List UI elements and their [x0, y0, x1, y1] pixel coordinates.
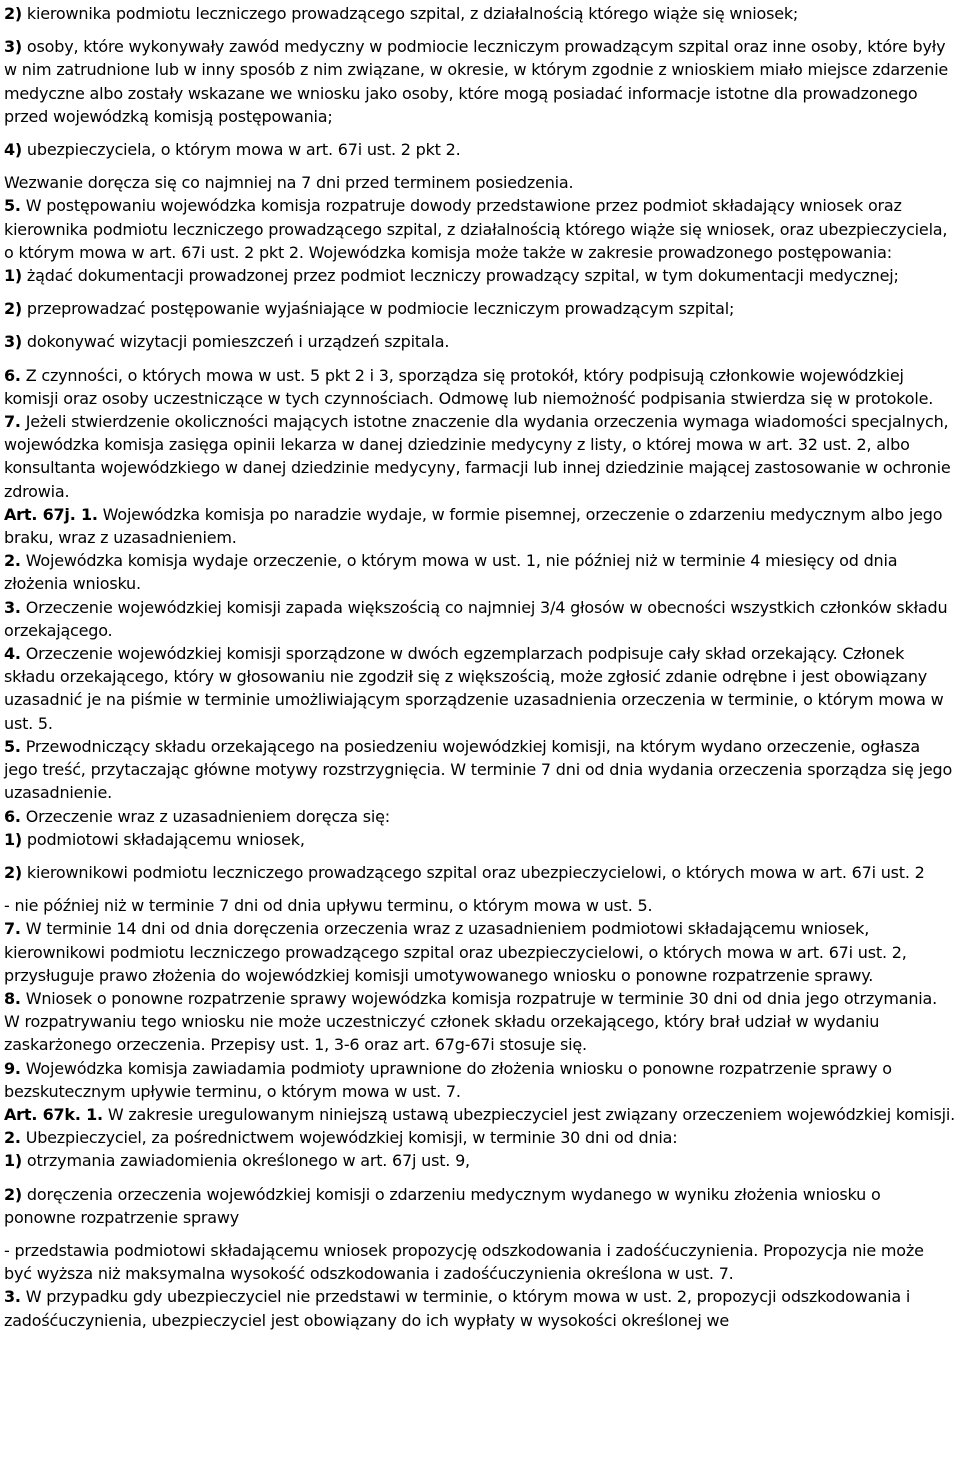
paragraph	[4, 1103, 956, 1126]
paragraph-text: W postępowaniu wojewódzka komisja rozpatruje dowody przedstawione przez podmiot składający wniosek oraz kierownika podmiotu leczniczego prowadzącego szpital, z działalnością którego wiąże się wniosek, oraz ubezpieczyciela, o którym mowa w art. 67i ust. 2 pkt 2. Wojewódzka komisja może także w zakresie prowadzonego postępowania:	[4, 196, 948, 262]
paragraph	[4, 1239, 956, 1285]
paragraph-text: Jeżeli stwierdzenie okoliczności mających istotne znaczenie dla wydania orzeczenia wymaga wiadomości specjalnych, wojewódzka komisja zasięga opinii lekarza w danej dziedzinie medycyny z listy, o której mowa w art. 32 ust. 2, albo konsultanta wojewódzkiego w danej dziedzinie medycyny, farmacji lub innej dziedzinie mającej zastosowanie w ochronie zdrowia.	[4, 412, 951, 501]
paragraph-marker: 2)	[4, 4, 23, 23]
paragraph-marker: 5.	[4, 196, 21, 216]
paragraph-marker: 3.	[4, 1287, 21, 1307]
paragraph	[4, 549, 956, 595]
paragraph-text: Przewodniczący składu orzekającego na posiedzeniu wojewódzkiej komisji, na którym wydano orzeczenie, ogłasza jego treść, przytaczając główne motywy rozstrzygnięcia. W terminie 7 dni od dnia wydania orzeczenia sporządza się jego uzasadnienie.	[4, 736, 953, 803]
paragraph	[4, 138, 956, 161]
paragraph	[4, 642, 956, 735]
paragraph-text: żądać dokumentacji prowadzonej przez podmiot leczniczy prowadzący szpital, w tym dokumentacji medycznej;	[22, 266, 899, 286]
paragraph-marker: 8.	[4, 988, 21, 1008]
paragraph	[4, 1285, 956, 1331]
paragraph	[4, 364, 956, 410]
paragraph	[4, 194, 956, 264]
paragraph-text: Wojewódzka komisja po naradzie wydaje, w formie pisemnej, orzeczenie o zdarzeniu medycznym albo jego braku, wraz z uzasadnieniem.	[4, 504, 943, 548]
paragraph-text: Wojewódzka komisja wydaje orzeczenie, o którym mowa w ust. 1, nie później niż w terminie 4 miesięcy od dnia złożenia wniosku.	[4, 551, 898, 594]
paragraph-text: podmiotowi składającemu wniosek,	[22, 829, 305, 849]
paragraph-text: Orzeczenie wojewódzkiej komisji zapada większością co najmniej 3/4 głosów w obecności wszystkich członków składu orzekającego.	[4, 597, 948, 640]
paragraph-marker: Art. 67j. 1.	[4, 504, 98, 524]
paragraph	[4, 1149, 956, 1172]
paragraph-text: przeprowadzać postępowanie wyjaśniające w podmiocie leczniczym prowadzącym szpital;	[22, 299, 735, 319]
paragraph	[4, 2, 956, 25]
paragraph-text: dokonywać wizytacji pomieszczeń i urządzeń szpitala.	[22, 332, 450, 352]
paragraph	[4, 171, 956, 194]
paragraph-marker: 2.	[4, 1128, 21, 1148]
paragraph	[4, 735, 956, 805]
paragraph-marker: 2.	[4, 551, 21, 571]
paragraph-text: doręczenia orzeczenia wojewódzkiej komisji o zdarzeniu medycznym wydanego w wyniku złożenia wniosku o ponowne rozpatrzenie sprawy	[4, 1184, 881, 1227]
paragraph	[4, 1057, 956, 1103]
paragraph	[4, 503, 956, 549]
paragraph-text: Z czynności, o których mowa w ust. 5 pkt 2 i 3, sporządza się protokół, który podpisują członkowie wojewódzkiej komisji oraz osoby uczestniczące w tych czynnościach. Odmowę lub niemożność podpisania stwierdza się w protokole.	[4, 365, 934, 408]
paragraph	[4, 596, 956, 642]
paragraph	[4, 297, 956, 320]
paragraph-text: W zakresie uregulowanym niniejszą ustawą ubezpieczyciel jest związany orzeczeniem wojewódzkiej komisji.	[102, 1104, 956, 1124]
paragraph-text: ubezpieczyciela, o którym mowa w art. 67i ust. 2 pkt 2.	[22, 140, 461, 160]
paragraph	[4, 917, 956, 987]
paragraph-marker: Art. 67k. 1.	[4, 1104, 103, 1124]
paragraph-text: Ubezpieczyciel, za pośrednictwem wojewódzkiej komisji, w terminie 30 dni od dnia:	[20, 1128, 678, 1148]
paragraph	[4, 35, 956, 128]
paragraph-text: Orzeczenie wraz z uzasadnieniem doręcza się:	[20, 806, 390, 826]
paragraph-marker: 2)	[4, 1184, 23, 1204]
paragraph	[4, 805, 956, 828]
paragraph	[4, 1183, 956, 1229]
paragraph-text: W przypadku gdy ubezpieczyciel nie przedstawi w terminie, o którym mowa w ust. 2, propozycji odszkodowania i zadośćuczynienia, ubezpieczyciel jest obowiązany do ich wypłaty w wysokości określonej we	[4, 1287, 911, 1330]
paragraph-marker: 5.	[4, 736, 21, 756]
paragraph-marker: 7.	[4, 919, 21, 939]
paragraph-marker: 1)	[4, 829, 23, 849]
paragraph-marker: 1)	[4, 266, 23, 286]
paragraph	[4, 894, 956, 917]
paragraph-text: - nie później niż w terminie 7 dni od dnia upływu terminu, o którym mowa w ust. 5.	[4, 896, 653, 916]
paragraph-marker: 9.	[4, 1058, 21, 1078]
paragraph-marker: 4.	[4, 644, 21, 664]
paragraph-marker: 6.	[4, 365, 21, 385]
paragraph	[4, 1126, 956, 1149]
paragraph-text: Wniosek o ponowne rozpatrzenie sprawy wojewódzka komisja rozpatruje w terminie 30 dni od dnia jego otrzymania. W rozpatrywaniu tego wniosku nie może uczestniczyć członek składu orzekającego, który brał udział w wydaniu zaskarżonego orzeczenia. Przepisy ust. 1, 3-6 oraz art. 67g-67i stosuje się.	[4, 988, 937, 1055]
paragraph	[4, 828, 956, 851]
paragraph-marker: 4)	[4, 140, 23, 160]
paragraph	[4, 330, 956, 353]
paragraph-text: Wojewódzka komisja zawiadamia podmioty uprawnione do złożenia wniosku o ponowne rozpatrzenie sprawy o bezskutecznym upływie terminu, o którym mowa w ust. 7.	[4, 1058, 892, 1101]
paragraph-text: W terminie 14 dni od dnia doręczenia orzeczenia wraz z uzasadnieniem podmiotowi składającemu wniosek, kierownikowi podmiotu leczniczego prowadzącego szpital oraz ubezpieczycielowi, o których mowa w art. 67i ust. 2, przysługuje prawo złożenia do wojewódzkiej komisji umotywowanego wniosku o ponowne rozpatrzenie sprawy.	[4, 919, 907, 985]
paragraph-text: Orzeczenie wojewódzkiej komisji sporządzone w dwóch egzemplarzach podpisuje cały skład orzekający. Członek składu orzekającego, który w głosowaniu nie zgodził się z większością, może zgłosić zdanie odrębne i jest obowiązany uzasadnić je na piśmie w terminie umożliwiającym sporządzenie uzasadnienia orzeczenia w terminie, o którym mowa w ust. 5.	[4, 644, 944, 733]
paragraph-marker: 3)	[4, 37, 23, 57]
paragraph	[4, 861, 956, 884]
paragraph-text: Wezwanie doręcza się co najmniej na 7 dni przed terminem posiedzenia.	[4, 173, 574, 193]
paragraph-marker: 7.	[4, 412, 21, 432]
paragraph-text: otrzymania zawiadomienia określonego w art. 67j ust. 9,	[22, 1151, 470, 1171]
paragraph-marker: 3)	[4, 332, 23, 352]
paragraph	[4, 410, 956, 503]
paragraph-text: kierownika podmiotu leczniczego prowadzącego szpital, z działalnością którego wiąże się wniosek;	[22, 4, 799, 23]
paragraph-text: osoby, które wykonywały zawód medyczny w podmiocie leczniczym prowadzącym szpital oraz inne osoby, które były w nim zatrudnione lub w inny sposób z nim związane, w okresie, w którym zgodnie z wnioskiem miało miejsce zdarzenie medyczne albo zostały wskazane we wniosku jako osoby, które mogą posiadać informacje istotne dla prowadzonego przed wojewódzką komisją postępowania;	[4, 37, 949, 126]
paragraph-marker: 3.	[4, 597, 21, 617]
paragraph-marker: 2)	[4, 299, 23, 319]
paragraph	[4, 987, 956, 1057]
paragraph	[4, 264, 956, 287]
paragraph-text: - przedstawia podmiotowi składającemu wniosek propozycję odszkodowania i zadośćuczynienia. Propozycja nie może być wyższa niż maksymalna wysokość odszkodowania i zadośćuczynienia określona w ust. 7.	[4, 1240, 924, 1284]
paragraph-marker: 1)	[4, 1151, 23, 1171]
paragraph-marker: 6.	[4, 806, 21, 826]
paragraph-marker: 2)	[4, 862, 23, 882]
paragraph-text: kierownikowi podmiotu leczniczego prowadzącego szpital oraz ubezpieczycielowi, o których mowa w art. 67i ust. 2	[22, 862, 925, 882]
